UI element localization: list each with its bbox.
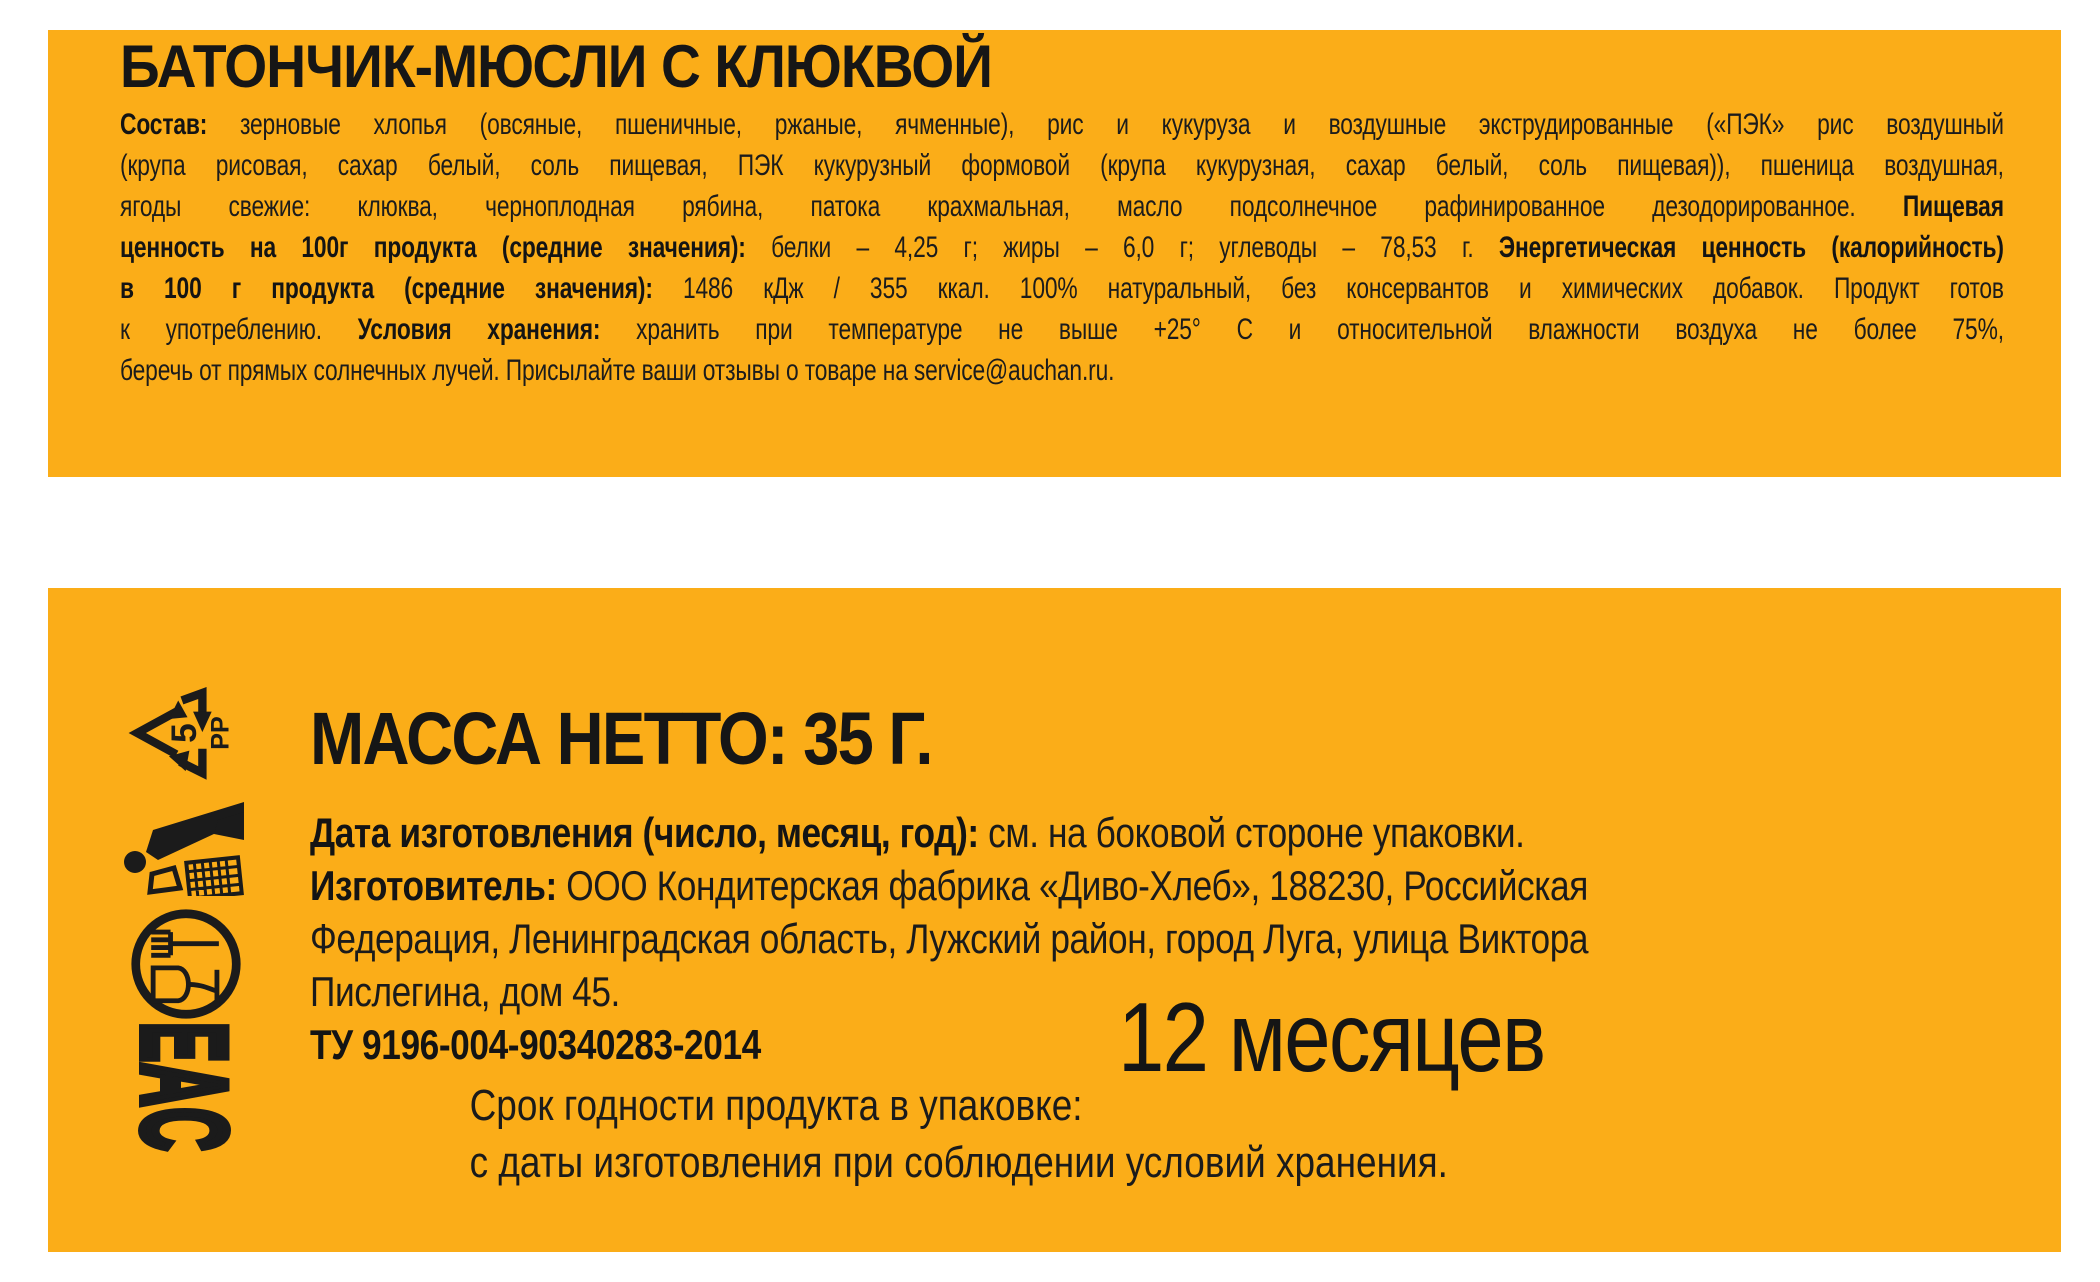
recycling-pp5-icon: [128, 680, 234, 786]
ingredients-line: к употреблению. Условия хранения: хранить при температуре не выше +25° С и относительной влажности воздуха не более 75%,: [120, 313, 2004, 346]
food-contact-safe-icon: [128, 906, 244, 1022]
manufacturer-line: Федерация, Ленинградская область, Лужский район, город Луга, улица Виктора: [310, 914, 1589, 962]
eac-letters: EAC: [117, 1022, 251, 1152]
net-weight-heading: МАССА НЕТТО: 35 Г.: [310, 697, 932, 780]
eac-conformity-icon: [117, 1022, 251, 1152]
bottom-label-panel: [48, 588, 2061, 1252]
bottom-panel-content: [310, 697, 2021, 1191]
recycle-number-glyph: 5: [164, 723, 204, 743]
ingredients-paragraph: [120, 104, 2004, 391]
ingredients-line: Состав: зерновые хлопья (овсяные, пшеничные, ржаные, ячменные), рис и кукуруза и воздушные экструдированные («ПЭК» рис воздушный: [120, 108, 2004, 141]
manufacturer-line: Дата изготовления (число, месяц, год): см. на боковой стороне упаковки.: [310, 808, 1525, 856]
manufacturer-line: ТУ 9196-004-90340283-2014: [310, 1020, 761, 1068]
ingredients-line: в 100 г продукта (средние значения): 1486 кДж / 355 ккал. 100% натуральный, без консервантов и химических добавок. Продукт готов: [120, 272, 2004, 305]
product-title: БАТОНЧИК-МЮСЛИ С КЛЮКВОЙ: [120, 33, 993, 100]
manufacturer-line: Изготовитель: ООО Кондитерская фабрика «Диво-Хлеб», 188230, Российская: [310, 861, 1588, 909]
top-label-panel: [48, 30, 2061, 477]
shelf-life-label: Срок годности продукта в упаковке:: [469, 1080, 1083, 1130]
manufacturer-line: Пислегина, дом 45.: [310, 967, 620, 1015]
top-panel-content: [120, 34, 2005, 391]
ingredients-line: беречь от прямых солнечных лучей. Присылайте ваши отзывы о товаре на service@auchan.ru.: [120, 354, 1115, 387]
tidy-man-icon: [122, 800, 246, 896]
recycle-code-glyph: PP: [206, 716, 234, 750]
shelf-life-note: с даты изготовления при соблюдении условий хранения.: [469, 1137, 1448, 1187]
shelf-life-value: 12 месяцев: [1118, 982, 1545, 1092]
ingredients-line: (крупа рисовая, сахар белый, соль пищевая, ПЭК кукурузный формовой (крупа кукурузная, сахар белый, соль пищевая)), пшеница воздушная,: [120, 149, 2004, 182]
ingredients-line: ягоды свежие: клюква, черноплодная рябина, патока крахмальная, масло подсолнечное рафинированное дезодорированное. Пищевая: [120, 190, 2004, 223]
ingredients-line: ценность на 100г продукта (средние значения): белки – 4,25 г; жиры – 6,0 г; углеводы – 78,53 г. Энергетическая ценность (калорийность): [120, 231, 2004, 264]
